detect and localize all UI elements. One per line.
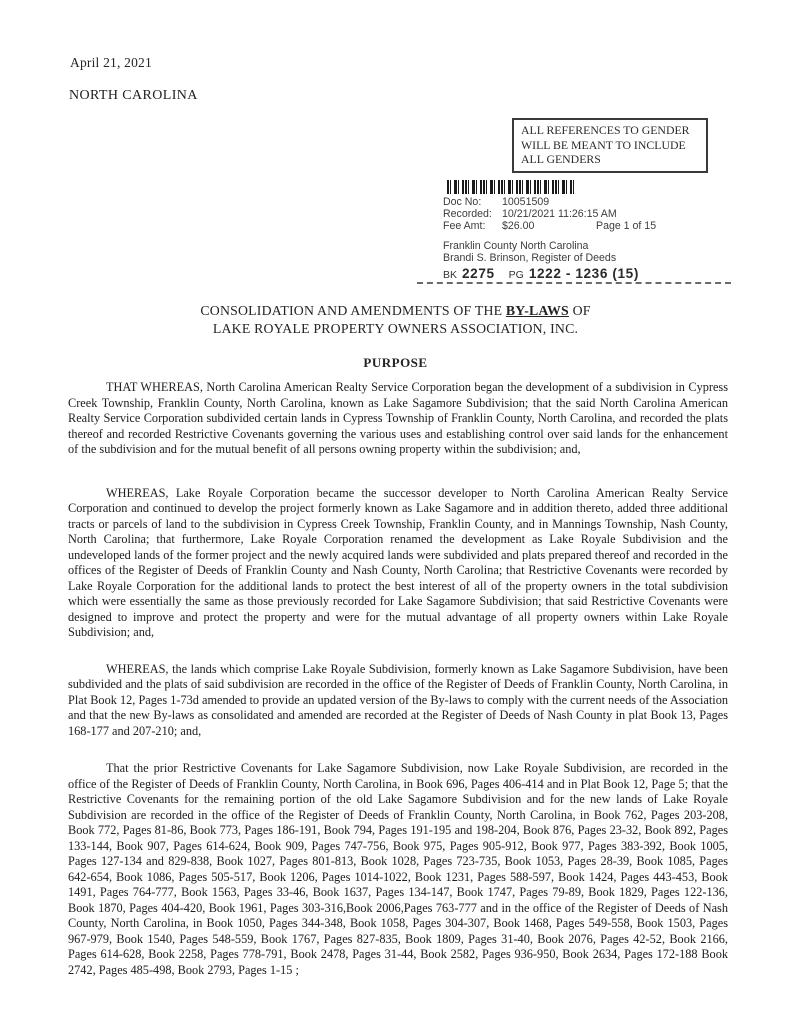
- county-name: Franklin County North Carolina: [443, 239, 589, 252]
- doc-no-label: Doc No:: [443, 196, 482, 208]
- title-part-2: OF: [568, 303, 591, 318]
- recorded-value: 10/21/2021 11:26:15 AM: [502, 208, 617, 221]
- title-line-2: LAKE ROYALE PROPERTY OWNERS ASSOCIATION, INC.: [212, 321, 579, 336]
- recording-stamp: [443, 180, 735, 281]
- document-date: April 21, 2021: [70, 55, 152, 70]
- purpose-heading: PURPOSE: [363, 355, 428, 370]
- doc-no-value: 10051509: [502, 196, 550, 208]
- fee-label: Fee Amt:: [443, 220, 486, 233]
- bk-label: BK: [443, 269, 458, 282]
- paragraph-covenants-books: That the prior Restrictive Covenants for Lake Sagamore Subdivision, now Lake Royale Subdivision, are recorded in the office of the Register of Deeds of Franklin County, North Carolina, in Book 696, Pages 406-414 and in Plat Book 12, Page 5; that the Restrictive Covenants for the remaining portion of the old Lake Sagamore Subdivision and for the new lands of Lake Royale Subdivision are recorded in the office of the Register of Deeds of Franklin County, North Carolina, in Book 762, Pages 203-208, Book 772, Pages 81-86, Book 773, Pages 186-191, Book 794, Pages 191-195 and 198-204, Book 876, Pages 23-32, Book 892, Pages 133-144, Book 907, Pages 614-624, Book 909, Pages 747-756, Book 975, Pages 905-912, Book 977, Pages 383-392, Book 1005, Pages 127-134 and 829-838, Book 1027, Pages 801-813, Book 1028, Pages 723-735, Book 1053, Pages 28-39, Book 1085, Pages 642-654, Book 1086, Pages 505-517, Book 1206, Pages 1014-1022, Book 1231, Pages 588-597, Book 1424, Pages 443-453, Book 1491, Pages 764-777, Book 1563, Pages 33-46, Book 1637, Pages 134-147, Book 1747, Pages 79-89, Book 1829, Pages 122-136, Book 1870, Pages 404-420, Book 1961, Pages 303-316,Book 2006,Pages 763-777 and in the office of the Register of Deeds of Nash County, North Carolina, in Book 1050, Pages 344-348, Book 1058, Pages 304-307, Book 1468, Pages 549-558, Book 1503, Pages 967-979, Book 1540, Pages 548-559, Book 1767, Pages 827-835, Book 1809, Pages 31-40, Book 2076, Pages 42-52, Book 2166, Pages 614-628, Book 2258, Pages 778-791, Book 2478, Pages 31-44, Book 2582, Pages 936-950, Book 2634, Pages 172-188 Book 2742, Pages 485-498, Book 2793, Pages 1-15 ;: [68, 761, 728, 977]
- paragraph-whereas-3: WHEREAS, the lands which comprise Lake Royale Subdivision, formerly known as Lake Sagamore Subdivision, have been subdivided and the plats of said subdivision are recorded in the office of the Register of Deeds of Franklin County, North Carolina, in Plat Book 12, Pages 1-73d amended to provide an updated version of the By-laws to comply with the current needs of the Association and that the new By-laws as consolidated and amended are recorded at the Register of Deeds of Nash County in plat Book 13, Pages 168-177 and 207-210; and,: [68, 661, 728, 738]
- county-block: [443, 240, 735, 264]
- fee-row: [443, 220, 735, 232]
- paragraph-whereas-1: THAT WHEREAS, North Carolina American Realty Service Corporation began the development of a subdivision in Cypress Creek Township, Franklin County, North Carolina, known as Lake Sagamore Subdivision; that the said North Carolina American Realty Service Corporation subdivided certain lands in Cypress Township of Franklin County, North Carolina, and recorded the plats thereof and recorded Restrictive Covenants governing the various uses and establishing control over said lands for the enhancement of the subdivision and for the mutual benefit of all persons owning property within the subdivision; and,: [68, 380, 728, 456]
- pg-value: 1222 - 1236 (15): [528, 266, 639, 282]
- bk-value: 2275: [462, 266, 495, 282]
- register-of-deeds: Brandi S. Brinson, Register of Deeds: [443, 251, 617, 264]
- doc-no-row: [443, 196, 735, 208]
- pg-label: PG: [508, 269, 524, 282]
- recorded-row: [443, 208, 735, 220]
- book-page-row: [443, 268, 735, 281]
- page-count: Page 1 of 15: [596, 220, 657, 233]
- fee-value: $26.00: [502, 220, 535, 233]
- document-body: [68, 380, 728, 978]
- title-line-1: [0, 302, 791, 320]
- barcode: [447, 180, 574, 194]
- title-part-1: CONSOLIDATION AND AMENDMENTS OF THE: [200, 303, 506, 318]
- title-bylaws-emphasis: BY-LAWS: [505, 303, 569, 318]
- state-heading: NORTH CAROLINA: [69, 88, 198, 103]
- gender-notice-text: ALL REFERENCES TO GENDER WILL BE MEANT TO INCLUDE ALL GENDERS: [521, 123, 690, 167]
- scan-artifact-dashes: [417, 282, 731, 284]
- gender-notice-box: [512, 118, 708, 173]
- recorded-label: Recorded:: [443, 208, 492, 221]
- paragraph-whereas-2: WHEREAS, Lake Royale Corporation became the successor developer to North Carolina American Realty Service Corporation and continued to develop the project formerly known as Lake Sagamore and in addition thereto, added three additional tracts or parcels of land to the subdivision in Cypress Creek Township, Franklin County, and in Mannings Township, Nash County, North Carolina; that furthermore, Lake Royale Corporation renamed the development as Lake Royale Subdivision and the undeveloped lands of the former project and the newly acquired lands were subdivided and plats prepared thereof and recorded in the offices of the Register of Deeds of Franklin County and Nash County, North Carolina; that Restrictive Covenants were recorded by Lake Royale Corporation for the additional lands to protect the best interest of all of the property owners in the total subdivision which were essentially the same as those previously recorded for Lake Sagamore Subdivision; that said Restrictive Covenants were designed to improve and protect the property and were for the mutual advantage of all property owners within Lake Royale Subdivision; and,: [68, 485, 728, 639]
- document-title: [0, 302, 791, 338]
